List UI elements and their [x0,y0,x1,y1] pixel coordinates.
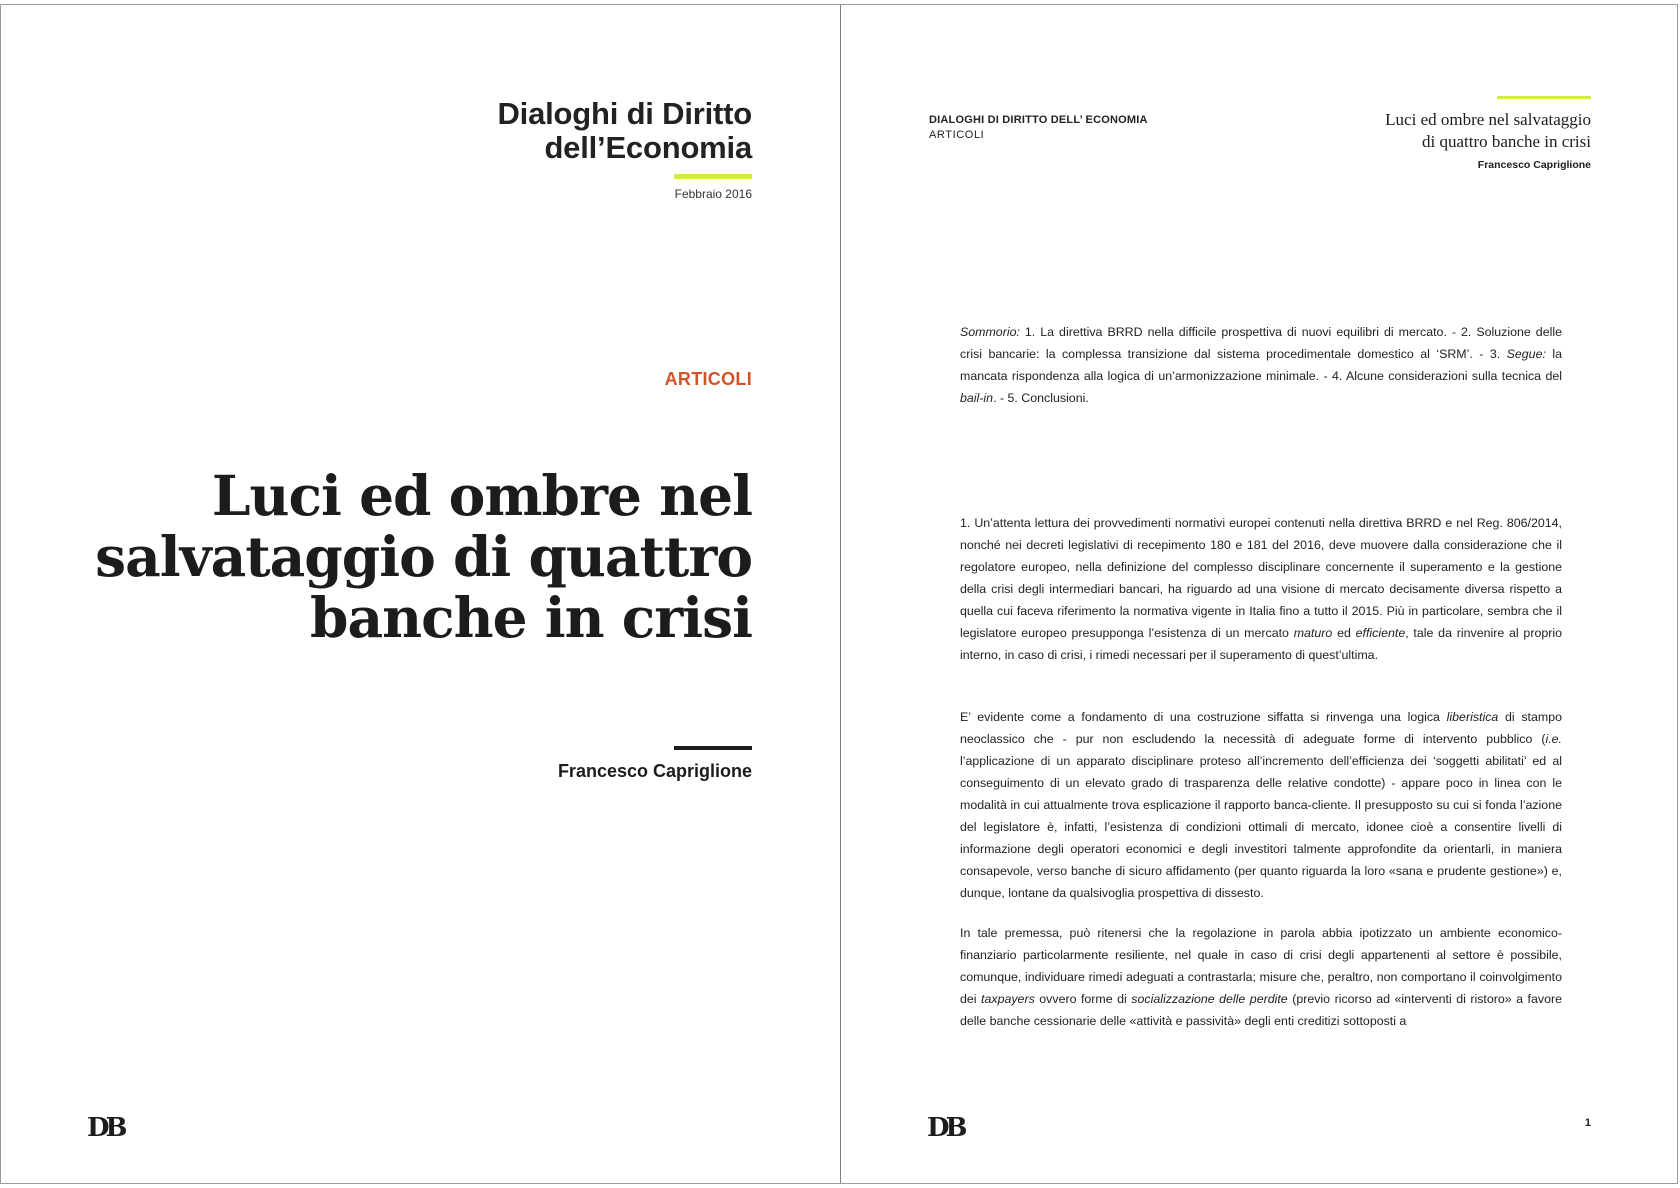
author-name: Francesco Capriglione [557,761,752,781]
section-label: ARTICOLI [664,369,752,389]
article-page [841,5,1679,1183]
running-head-title-line-2: di quattro banche in crisi [1421,132,1591,151]
paragraph-emphasis: maturo [1293,626,1333,640]
db-logo: DB [927,1113,964,1143]
issue-date: Febbraio 2016 [674,187,752,201]
paragraph-emphasis: liberistica [1446,710,1499,724]
paragraph-emphasis: socializzazione delle perdite [1131,992,1288,1006]
summary-bail-in: bail-in [960,391,994,405]
paragraph-text: 1. Un’attenta lettura dei provvedimenti normativi europei contenuti nella direttiva BRRD e nel Reg. 806/2014, nonché nei decreti legislativi di recepimento 180 e 181 del 2016, deve muovere dalla considerazione che il regolatore europeo, nella definizione del complesso disciplinare concernente il superamento e la gestione della crisi degli intermediari bancari, ha riguardo ad una visione di mercato decisamente diversa rispetto a quella cui faceva riferimento la normativa vigente in Italia fino a tutto il 2015. Più in particolare, sembra che il legislatore europeo presupponga l’esistenza di un mercato [960,516,1562,640]
body-paragraph-2 [960,706,1562,904]
paragraph-emphasis: efficiente [1355,626,1406,640]
running-head-section: ARTICOLI [929,129,985,141]
paragraph-text: (previo ricorso ad «interventi di ristoro» a favore delle banche cessionarie delle «attività e passività» degli enti creditizi sottoposti a [960,992,1562,1028]
running-head-title-line-1: Luci ed ombre nel salvataggio [1385,110,1591,129]
body-paragraph-1 [960,512,1562,666]
paragraph-text: , tale da rinvenire al proprio interno, in caso di crisi, i rimedi necessari per il superamento di quest’ultima. [960,626,1562,662]
journal-title-line-1: Dialoghi di Diritto [497,96,752,131]
running-head-journal: DIALOGHI DI DIRITTO DELL’ ECONOMIA [929,114,1148,126]
lime-accent-rule [674,174,752,179]
summary-text: . - 5. Conclusioni. [993,391,1089,405]
cover-page [1,5,841,1183]
summary-text: la mancata rispondenza alla logica di un’armonizzazione minimale. - 4. Alcune considerazioni sulla tecnica del [960,347,1562,383]
running-head-title [1291,109,1591,153]
article-title [52,465,752,648]
paragraph-text: In tale premessa, può ritenersi che la regolazione in parola abbia ipotizzato un ambiente economico-finanziario particolarmente resiliente, nel quale in caso di crisi degli appartenenti al settore è possibile, comunque, individuare rimedi adeguati a contrastarla; misure che, peraltro, non comportano il coinvolgimento dei [960,926,1562,1006]
article-title-line-1: Luci ed ombre nel [211,463,752,528]
paragraph-text: E’ evidente come a fondamento di una costruzione siffatta si rinvenga una logica [960,710,1447,724]
document-spread [0,4,1678,1184]
running-head [929,113,1148,143]
journal-title-line-2: dell’Economia [544,130,752,165]
article-title-line-2: salvataggio di quattro [95,524,752,589]
paragraph-text: l’applicazione di un apparato disciplinare proteso all’incremento dell’efficienza dei ‘soggetti abilitati’ ed al conseguimento di un elevato grado di trasparenza delle relative condotte) - appare poco in linea con le modalità in cui attualmente trova esplicazione il rapporto banca-cliente. Il presupposto su cui si fonda l’azione del legislatore è, infatti, l’esistenza di condizioni ottimali di mercato, idonee cioè a consentire livelli di informazione degli operatori economici e degli investitori talmente approfondite da orientarli, in maniera consapevole, verso banche di sicuro affidamento (per quanto riguarda la loro «sana e prudente gestione») e, dunque, lontane da qualsivoglia prospettiva di dissesto. [960,754,1562,900]
summary-label: Sommorio: [960,325,1020,339]
paragraph-text: di stampo neoclassico che - pur non escludendo la necessità di adeguate forme di intervento pubblico ( [960,710,1562,746]
article-title-line-3: banche in crisi [310,585,752,650]
summary-paragraph [960,321,1562,409]
db-logo: DB [87,1113,124,1143]
paragraph-text: ed [1332,626,1356,640]
paragraph-emphasis: i.e. [1545,732,1562,746]
summary-text: 1. La direttiva BRRD nella difficile prospettiva di nuovi equilibri di mercato. - 2. Soluzione delle crisi bancarie: la complessa transizione dal sistema procedimentale domestico al ‘SRM’. - 3. [960,325,1562,361]
page-number: 1 [1584,1117,1591,1129]
paragraph-emphasis: taxpayers [981,992,1035,1006]
author-divider [674,746,752,750]
body-paragraph-3 [960,922,1562,1032]
paragraph-text: ovvero forme di [1034,992,1132,1006]
summary-segue: Segue: [1506,347,1546,361]
running-head-author: Francesco Capriglione [1477,159,1591,171]
journal-title [497,97,752,165]
lime-accent-rule [1497,96,1591,99]
